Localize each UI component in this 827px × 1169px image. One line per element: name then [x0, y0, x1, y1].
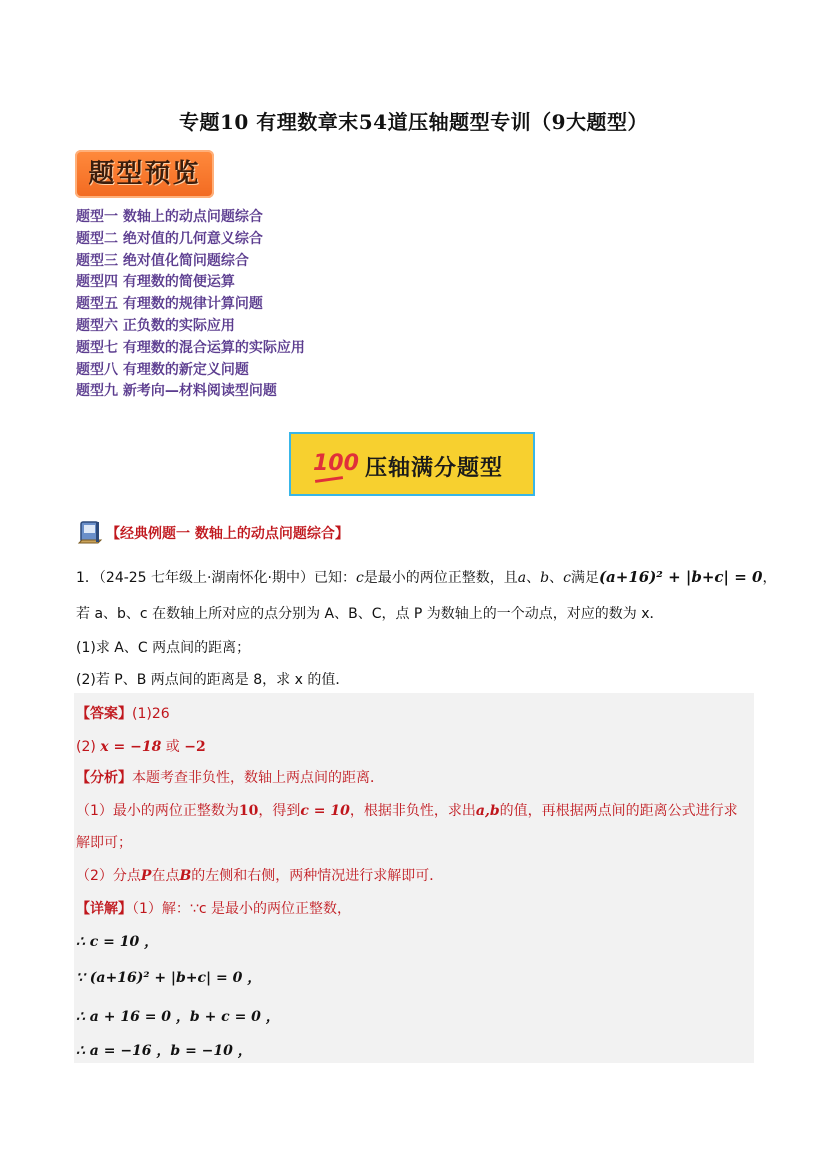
analysis-line — [76, 767, 384, 787]
section-title: 【经典例题一 数轴上的动点问题综合】 — [106, 526, 349, 542]
answer-line-2 — [76, 736, 206, 756]
answer-equation: x = −18 — [100, 739, 162, 755]
problem-source: 1．（24-25 七年级上·湖南怀化·期中）已知： — [76, 570, 356, 586]
analysis-text: 本题考查非负性，数轴上两点间的距离． — [132, 770, 384, 786]
full-score-banner — [289, 432, 535, 496]
detail-line-2: ∵ (a+16)² + |b+c| = 0 ， — [76, 970, 262, 986]
var-c: c — [563, 570, 571, 586]
hundred-underline-icon — [315, 476, 343, 483]
detail-line-0 — [76, 898, 351, 918]
analysis-text: 的值，再根据两点间的距离公式进行求 — [499, 803, 738, 819]
detail-text: （1）解：∵c 是最小的两位正整数， — [132, 901, 351, 917]
math-equation: c = 10 — [300, 803, 350, 819]
answer-or: 或 — [161, 739, 185, 755]
answer-1: (1)26 — [132, 706, 170, 722]
toc-item[interactable]: 题型五 有理数的规律计算问题 — [76, 296, 263, 313]
analysis-text: （1）最小的两位正整数为 — [76, 803, 239, 819]
analysis-text: （2）分点 — [76, 868, 141, 884]
toc-item[interactable]: 题型三 绝对值化简问题综合 — [76, 252, 249, 269]
analysis-point-1 — [76, 800, 738, 820]
math-var: P — [140, 868, 152, 884]
toc-item[interactable]: 题型八 有理数的新定义问题 — [76, 361, 249, 378]
toc-item[interactable]: 题型六 正负数的实际应用 — [76, 317, 235, 334]
var-a: a — [517, 570, 527, 586]
answer-line-1 — [76, 703, 170, 723]
badge-label: 题型预览 — [88, 159, 201, 189]
question-1: (1)求 A、C 两点间的距离； — [76, 640, 251, 656]
document-title: 专题10 有理数章末54道压轴题型专训（9大题型） — [178, 110, 649, 134]
condition-equation: (a+16)² + |b+c| = 0 — [598, 568, 763, 586]
math-var: B — [179, 868, 192, 884]
hundred-points-icon: 100 — [313, 451, 359, 476]
toc-item[interactable]: 题型一 数轴上的动点问题综合 — [76, 209, 263, 225]
detail-line-1: ∴ c = 10 ， — [76, 934, 159, 950]
answer-label: 【答案】 — [76, 706, 132, 722]
answer-number: (2) — [76, 739, 101, 755]
analysis-text: 的左侧和右侧，两种情况进行求解即可． — [191, 868, 444, 884]
problem-line-2: 若 a、b、c 在数轴上所对应的点分别为 A、B、C，点 P 为数轴上的一个动点，对应的数为 x． — [76, 606, 664, 622]
analysis-text: ，得到 — [258, 803, 301, 819]
toc-item[interactable]: 题型二 绝对值的几何意义综合 — [76, 230, 263, 247]
book-icon — [76, 519, 104, 547]
question-type-list — [76, 207, 305, 403]
detail-label: 【详解】 — [76, 901, 132, 917]
analysis-text: 在点 — [151, 868, 180, 884]
analysis-point-2 — [76, 865, 443, 885]
problem-text: 满足 — [570, 570, 599, 586]
detail-line-4: ∴ a = −16 ，b = −10 ， — [76, 1043, 252, 1059]
problem-line-1 — [76, 567, 776, 587]
answer-value: −2 — [184, 739, 206, 755]
punctuation: ， — [762, 570, 777, 586]
toc-item[interactable]: 题型七 有理数的混合运算的实际应用 — [76, 339, 305, 356]
analysis-text: ，根据非负性，求出 — [349, 803, 476, 819]
banner-text: 压轴满分题型 — [365, 456, 504, 481]
math-value: 10 — [238, 803, 259, 819]
problem-text: 是最小的两位正整数，且 — [363, 570, 518, 586]
toc-item[interactable]: 题型九 新考向—材料阅读型问题 — [76, 383, 277, 400]
var-c: c — [355, 570, 364, 586]
var-b: b — [540, 570, 550, 586]
separator: 、 — [549, 570, 564, 586]
question-type-preview-badge — [75, 150, 214, 198]
analysis-point-1-cont: 解即可； — [76, 835, 132, 851]
math-vars: a,b — [475, 803, 500, 819]
separator: 、 — [526, 570, 541, 586]
detail-line-3: ∴ a + 16 = 0 ，b + c = 0 ， — [76, 1009, 280, 1025]
analysis-label: 【分析】 — [76, 770, 132, 786]
question-2: (2)若 P、B 两点间的距离是 8，求 x 的值． — [76, 672, 350, 688]
toc-item[interactable]: 题型四 有理数的简便运算 — [76, 274, 235, 291]
